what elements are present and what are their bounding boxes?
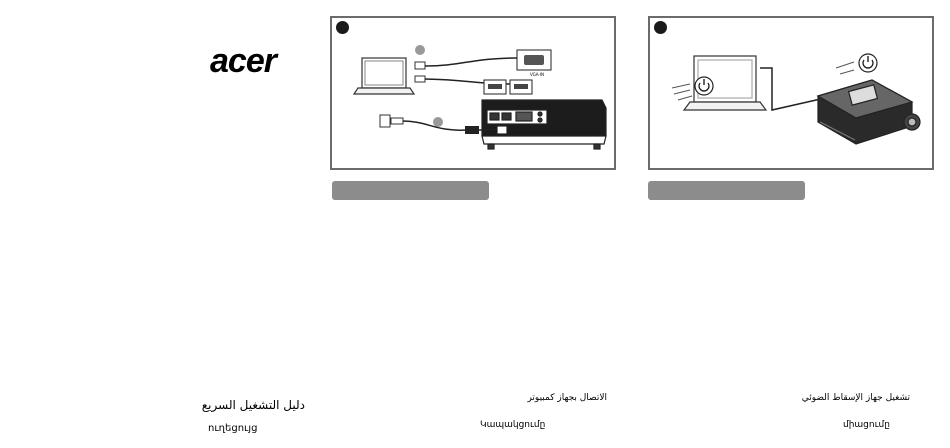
power-on-diagram-panel [648, 16, 934, 170]
power-on-diagram [650, 18, 932, 168]
hdmi2-label: HDMI 2 / MHL [510, 89, 532, 93]
connection-diagram-panel [330, 16, 616, 170]
cover-title-armenian: ուղեցույց [208, 423, 258, 434]
section-1-bar [332, 181, 489, 200]
section-2-title-armenian: միացումը [843, 420, 890, 430]
section-2-bar [648, 181, 805, 200]
hdmi1-label: HDMI 1 [489, 89, 501, 93]
section-1-title-arabic: الاتصال بجهاز كمبيوتر [527, 393, 607, 403]
acer-logo: acer [210, 42, 276, 80]
laptop-projector-connection-diagram [332, 18, 614, 168]
cover-title-arabic: دليل التشغيل السريع [201, 398, 305, 412]
vga-label: VGA-IN [529, 72, 545, 77]
section-2-title-arabic: تشغيل جهاز الإسقاط الضوئي [801, 393, 910, 403]
section-1-title-armenian: Կապակցումը [480, 420, 546, 430]
